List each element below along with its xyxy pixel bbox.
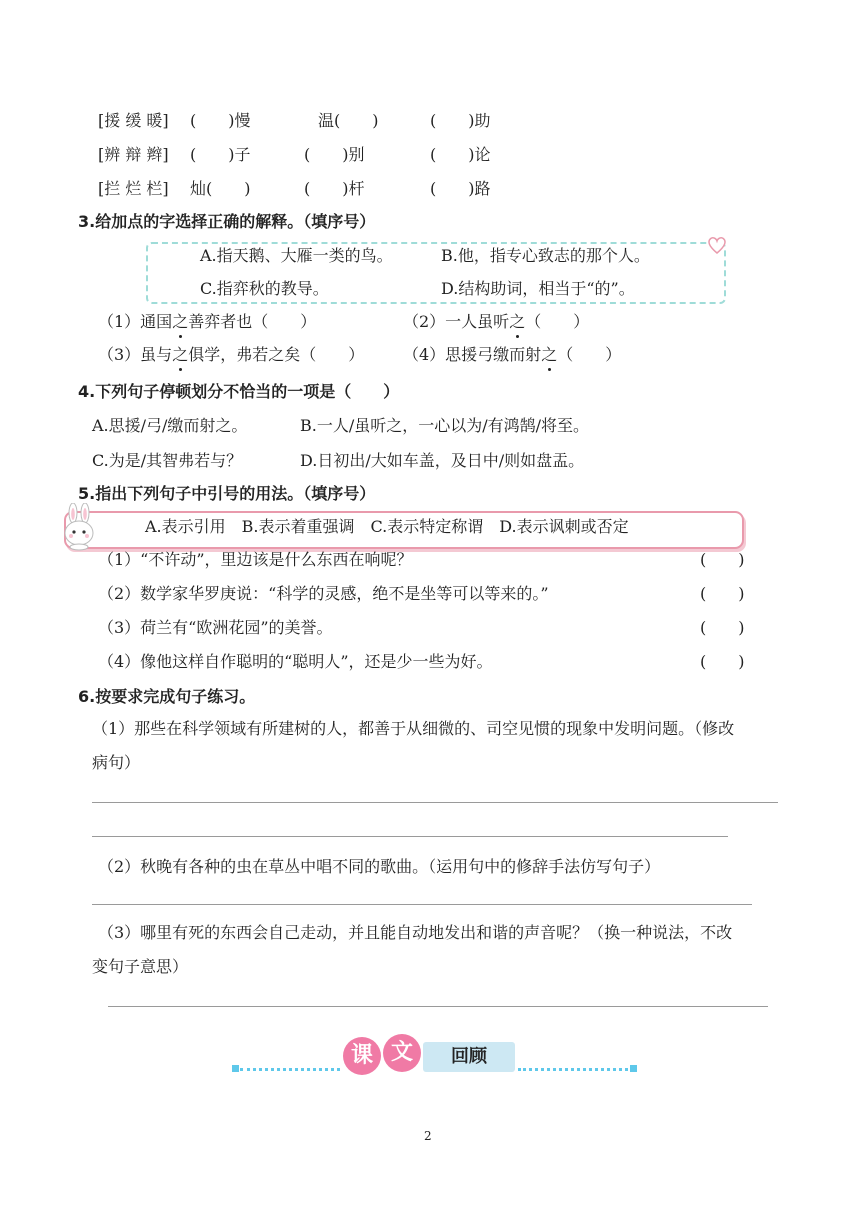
q3-item-2[interactable]: （2）一人虽听之（ ） bbox=[403, 312, 590, 331]
q5-title: 5.指出下列句子中引号的用法。（填序号） bbox=[78, 484, 376, 503]
q5-item-3: （3）荷兰有“欧洲花园”的美誉。 bbox=[98, 618, 333, 637]
q3-option-c: C.指弈秋的教导。 bbox=[200, 279, 329, 298]
dotted-char: 之 bbox=[172, 312, 189, 331]
q5-item-1: （1）“不许动”，里边该是什么东西在响呢？ bbox=[98, 550, 413, 569]
q3-item-1[interactable]: （1）通国之善弈者也（ ） bbox=[98, 312, 317, 331]
group-3-blank-a[interactable]: 灿( ) bbox=[190, 179, 251, 198]
dotted-char: 之 bbox=[541, 345, 558, 364]
q6-item-3-line-1: （3）哪里有死的东西会自己走动，并且能自动地发出和谐的声音呢？（换一种说法，不改 bbox=[98, 923, 733, 942]
group-1-blank-a[interactable]: ( )慢 bbox=[190, 111, 251, 130]
answer-line[interactable] bbox=[92, 802, 778, 803]
q5-answer-1[interactable]: ( ) bbox=[700, 550, 745, 569]
heart-icon bbox=[708, 236, 726, 256]
q4-option-b[interactable]: B.一人/虽听之，一心以为/有鸿鹄/将至。 bbox=[300, 416, 590, 435]
dotted-line-right bbox=[518, 1068, 628, 1071]
q5-item-4: （4）像他这样自作聪明的“聪明人”，还是少一些为好。 bbox=[98, 652, 493, 671]
q6-item-1-line-2: 病句） bbox=[92, 753, 141, 772]
dotted-line-end bbox=[630, 1065, 637, 1072]
q6-title: 6.按要求完成句子练习。 bbox=[78, 687, 256, 706]
q3-title: 3.给加点的字选择正确的解释。（填序号） bbox=[78, 212, 376, 231]
section-badge-char-1: 课 bbox=[343, 1037, 381, 1075]
q3-option-b: B.他，指专心致志的那个人。 bbox=[441, 246, 650, 265]
group-1-blank-c[interactable]: ( )助 bbox=[430, 111, 491, 130]
dotted-line-left bbox=[240, 1068, 340, 1071]
q4-option-a[interactable]: A.思援/弓/缴而射之。 bbox=[92, 416, 248, 435]
group-2-blank-b[interactable]: ( )别 bbox=[304, 145, 365, 164]
group-3-blank-c[interactable]: ( )路 bbox=[430, 179, 491, 198]
rabbit-icon bbox=[60, 503, 98, 551]
q3-option-d: D.结构助词，相当于“的”。 bbox=[441, 279, 635, 298]
section-title: 回顾 bbox=[423, 1042, 515, 1072]
answer-line[interactable] bbox=[92, 904, 752, 905]
q4-option-d[interactable]: D.日初出/大如车盖，及日中/则如盘盂。 bbox=[300, 451, 585, 470]
q5-options: A.表示引用 B.表示着重强调 C.表示特定称谓 D.表示讽刺或否定 bbox=[145, 517, 629, 536]
dotted-char: 之 bbox=[509, 312, 526, 331]
q3-option-a: A.指天鹅、大雁一类的鸟。 bbox=[200, 246, 393, 265]
dotted-line-end bbox=[232, 1065, 239, 1072]
group-2-blank-a[interactable]: ( )子 bbox=[190, 145, 251, 164]
q6-item-3-line-2: 变句子意思） bbox=[92, 957, 189, 976]
q5-answer-2[interactable]: ( ) bbox=[700, 584, 745, 603]
page-number: 2 bbox=[424, 1129, 432, 1143]
q6-item-1-line-1: （1）那些在科学领域有所建树的人，都善于从细微的、司空见惯的现象中发明问题。（修改 bbox=[92, 719, 735, 738]
q5-item-2: （2）数学家华罗庚说：“科学的灵感，绝不是坐等可以等来的。” bbox=[98, 584, 549, 603]
group-2-chars: [辨 辩 辫] bbox=[98, 145, 169, 164]
q3-item-3[interactable]: （3）虽与之俱学，弗若之矣（ ） bbox=[98, 345, 365, 364]
q6-item-2: （2）秋晚有各种的虫在草丛中唱不同的歌曲。（运用句中的修辞手法仿写句子） bbox=[98, 857, 661, 876]
q4-option-c[interactable]: C.为是/其智弗若与？ bbox=[92, 451, 243, 470]
group-3-blank-b[interactable]: ( )杆 bbox=[304, 179, 365, 198]
group-1-blank-b[interactable]: 温( ) bbox=[318, 111, 379, 130]
dotted-char: 之 bbox=[172, 345, 189, 364]
q5-answer-3[interactable]: ( ) bbox=[700, 618, 745, 637]
q3-item-4[interactable]: （4）思援弓缴而射之（ ） bbox=[403, 345, 622, 364]
answer-line[interactable] bbox=[92, 836, 728, 837]
answer-line[interactable] bbox=[108, 1006, 768, 1007]
q5-answer-4[interactable]: ( ) bbox=[700, 652, 745, 671]
q4-title: 4.下列句子停顿划分不恰当的一项是（ ） bbox=[78, 382, 400, 401]
section-badge-char-2: 文 bbox=[383, 1034, 421, 1072]
group-2-blank-c[interactable]: ( )论 bbox=[430, 145, 491, 164]
group-3-chars: [拦 烂 栏] bbox=[98, 179, 169, 198]
group-1-chars: [援 缓 暖] bbox=[98, 111, 169, 130]
